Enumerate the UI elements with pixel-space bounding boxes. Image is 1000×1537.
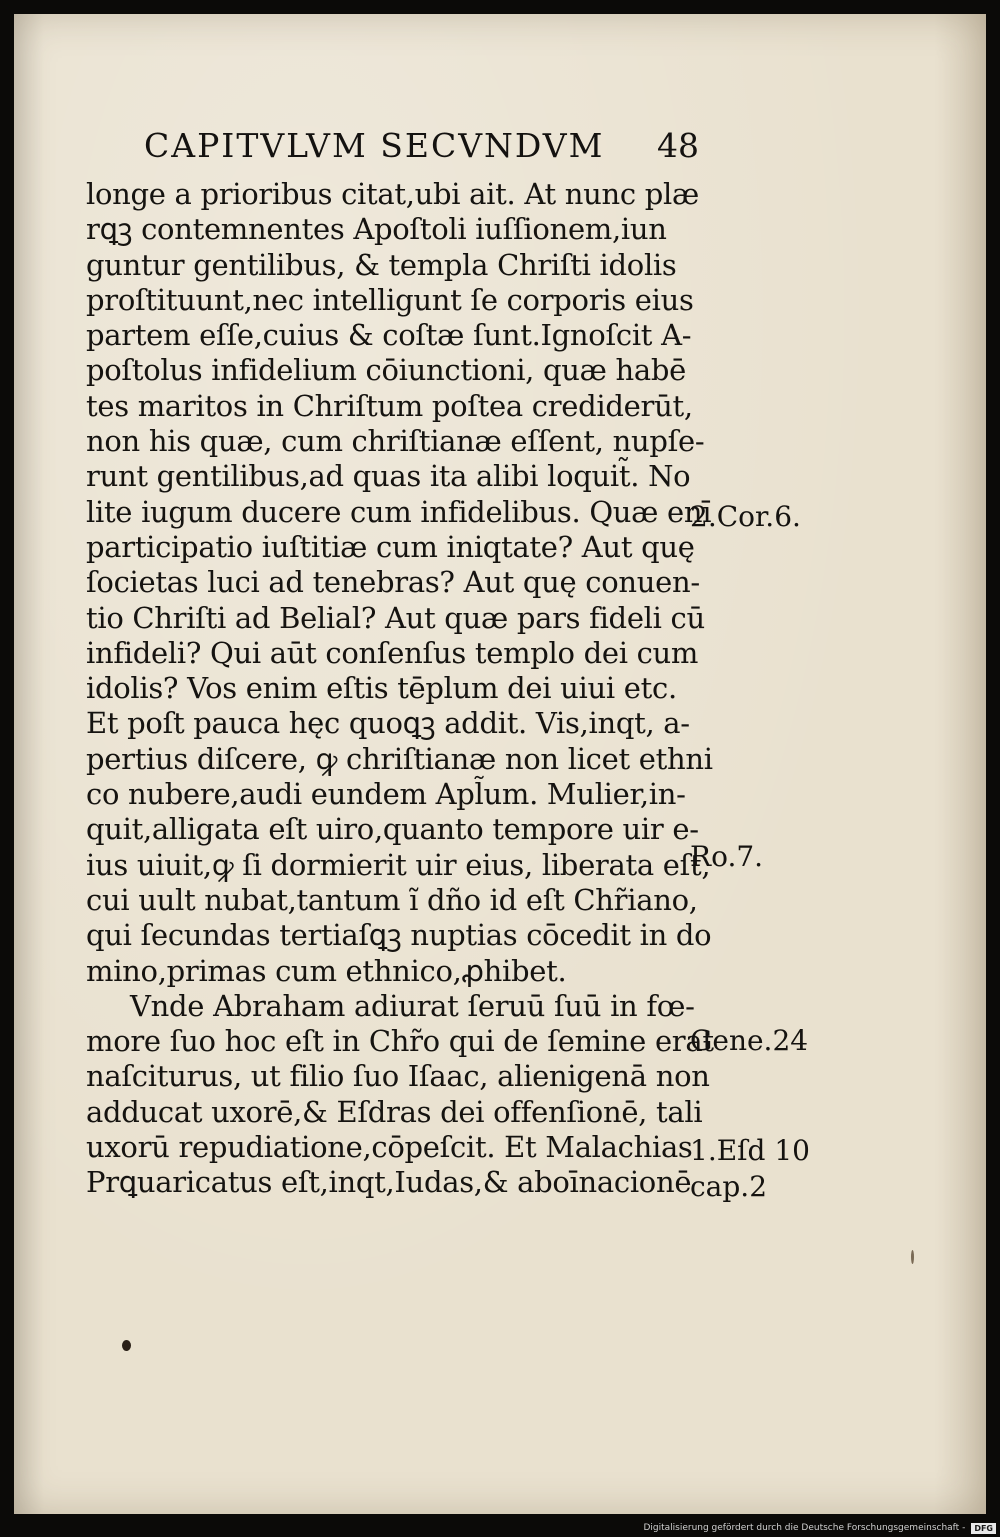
text-line: pertius diſcere, ꝙ chriſtianæ non licet ethni [86, 741, 713, 776]
ink-spot [122, 1340, 131, 1351]
margin-note-esd: 1.Eſd 10 [690, 1134, 810, 1167]
text-line: non his quæ, cum chriſtianæ eſſent, nupſe- [86, 424, 705, 459]
text-line: partem eſſe,cuius & coſtæ ſunt.Ignoſcit A- [86, 318, 692, 353]
page-number: 48 [657, 126, 699, 165]
text-line: adducat uxorē,& Eſdras dei offenſionē, tali [86, 1094, 703, 1129]
text-line: tio Chriſti ad Belial? Aut quæ pars fideli cū [86, 600, 705, 635]
text-line: rꝗꝫ contemnentes Apoſtoli iuſſionem,iun [86, 212, 667, 247]
text-line: idolis? Vos enim eſtis tēplum dei uiui etc. [86, 671, 677, 706]
text-line: infideli? Qui aūt conſenſus templo dei cum [86, 635, 699, 670]
text-line: qui ſecundas tertiaſꝗꝫ nuptias cōcedit in do [86, 918, 712, 953]
text-line: cui uult nubat,tantum ĩ dño id eſt Chr̃iano, [86, 882, 698, 917]
margin-note-cor: 2.Cor.6. [690, 500, 801, 533]
text-line: ius uiuit,ꝙ ſi dormierit uir eius, liberata eſt, [86, 847, 711, 882]
text-line: runt gentilibus,ad quas ita alibi loquit̃. No [86, 459, 691, 494]
text-line: longe a prioribus citat,ubi ait. At nunc plæ [86, 177, 699, 211]
footer-credit: Digitalisierung gefördert durch die Deutsche Forschungsgemeinschaft - [643, 1523, 966, 1533]
text-line: Prꝗuaricatus eſt,inqt,Iudas,& aboīnacionē [86, 1165, 692, 1200]
text-line: uxorū repudiatione,cōpeſcit. Et Malachias [86, 1130, 693, 1165]
dfg-logo: DFG [971, 1523, 996, 1534]
text-line: naſciturus, ut filio ſuo Iſaac, alienigenā non [86, 1059, 710, 1094]
paper-mark [911, 1250, 914, 1264]
running-title: CAPITVLVM SECVNDVM [144, 126, 605, 165]
text-line: poſtolus infidelium cōiunctioni, quæ habē [86, 353, 687, 388]
text-line: participatio iuſtitiæ cum iniqtate? Aut quę [86, 529, 695, 564]
text-line: Et poſt pauca hęc quoꝗꝫ addit. Vis,inqt, a- [86, 706, 690, 741]
text-line: quit,alligata eſt uiro,quanto tempore uir e- [86, 812, 699, 847]
margin-note-gene: Gene.24 [690, 1024, 809, 1057]
text-line: ſocietas luci ad tenebras? Aut quę conuen- [86, 565, 700, 600]
margin-note-cap: cap.2 [690, 1170, 768, 1203]
margin-note-ro: Ro.7. [690, 840, 764, 873]
book-page [14, 14, 986, 1514]
text-line: guntur gentilibus, & templa Chriſti idolis [86, 247, 677, 282]
text-line: lite iugum ducere cum infidelibus. Quæ enī [86, 494, 712, 529]
text-line: tes maritos in Chriſtum poſtea crediderūt, [86, 388, 693, 423]
text-line: co nubere,audi eundem Apl̃um. Mulier,in- [86, 777, 686, 812]
footer-credit-bar [600, 1519, 1000, 1537]
text-line: more ſuo hoc eſt in Chr̃o qui de ſemine erat [86, 1024, 714, 1059]
text-line: proſtituunt,nec intelligunt ſe corporis eius [86, 282, 694, 317]
body-text [86, 177, 714, 1201]
text-line: mino,primas cum ethnico,ꝓhibet. [86, 953, 567, 988]
paragraph-start-line: Vnde Abraham adiurat ſeruū ſuū in fœ- [130, 988, 695, 1023]
